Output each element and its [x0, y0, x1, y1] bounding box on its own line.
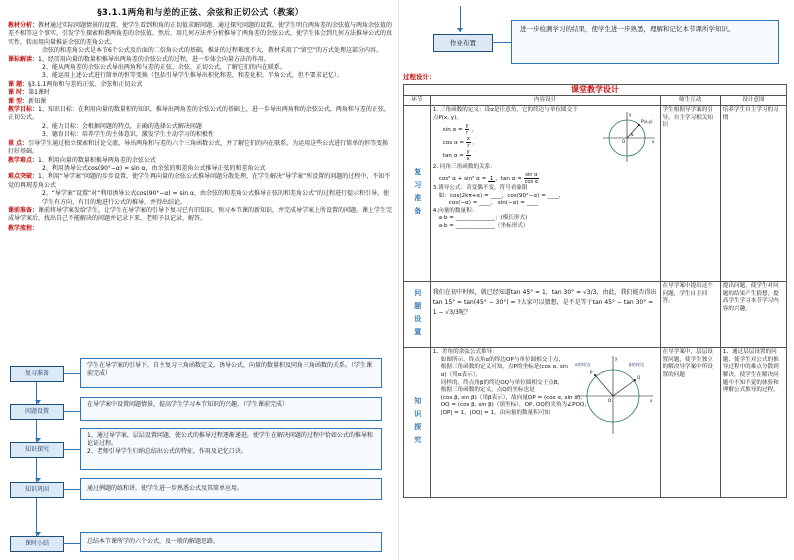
content-question: 我们在初中时候，就已经知道tan 45° = 1，tan 30° = √3/3，由此，我们能否得出tan 15° = tan(45° − 30°) = ?大家可以猜想，是不是等于tan 45° − tan 30° = 1 − √3/3呢？: [430, 282, 660, 348]
objective-3: 3、德育目标：培养学生的主体意识，激发学生主动学习的积极性: [42, 131, 214, 139]
analysis-section: [8, 22, 393, 47]
keypoints-section: [8, 173, 393, 190]
fig1-p-label: P(x,y): [640, 119, 653, 125]
hard-label: 教学难点：: [8, 156, 39, 164]
table-row: [404, 348, 787, 498]
content-explore: [430, 348, 660, 498]
flow-box-question: 在导学案中设置问题情景，提高学生学习本节知识的兴趣。（学生课前完成）: [80, 397, 382, 421]
topic-label: 课 题：: [8, 80, 29, 88]
content-review-3b: 如：cos(2kπ+α) = ____，cos(90°−α) = ____，: [438, 192, 565, 199]
hours-row: [8, 89, 393, 97]
key-text: 引导学生通过独立探索和讨论交流，导出两角和与差的六个三角函数公式，并了解它们的内在联系，为运用这些公式进行简单的恒等变换打好基础。: [8, 139, 389, 156]
flow-explore-text-2: 2、老师引导学生归纳总结出公式的特征，作用及记忆口诀。: [87, 448, 247, 456]
flow-link: [63, 543, 80, 544]
analysis-label: 教材分析：: [8, 22, 39, 29]
phase-explore: 知识探究: [404, 348, 431, 498]
content-review: [430, 106, 660, 282]
flow-step-consolidate: 知识巩固: [10, 482, 64, 498]
key-label: 重 点：: [8, 139, 29, 147]
table-row: [404, 106, 787, 282]
fig1-alpha-label: α: [630, 132, 634, 138]
fig2-x-label: x: [649, 398, 653, 404]
header-interaction: 师生互动: [660, 95, 720, 106]
fig2-beta-end-label: β的终边: [628, 362, 645, 368]
type-label: 课 型：: [8, 97, 29, 105]
content-review-3c: cos(−α) = ____， sin(−α) = ____: [448, 200, 538, 207]
lesson-design-table: [403, 84, 787, 498]
content-explore-1: 1、差角的余弦公式推导：: [432, 349, 498, 356]
goals-item-2: 2、能从两角差的余弦公式导出两角和与差的正弦、余弦、正切公式，了解它们的内在联系。: [42, 64, 286, 72]
fig1-o-label: O: [621, 139, 625, 145]
right-column: [403, 6, 787, 554]
objective-1: 1、知识目标：在利用向量的数量积的知识，推导出两角差的余弦公式的基础上，进一步导出两角和的余弦公式，两角和与差的正弦，正切公式。: [8, 106, 390, 122]
hard-section: [8, 157, 393, 165]
goals-item-1: 1、经历用向量的数量积推导出两角差的余弦公式的过程，进一步体会向量方法的作用。: [38, 55, 270, 63]
topic-text: §3.1.1两角和与差的正弦、余弦和正切公式: [28, 80, 143, 88]
interaction-question: 在导学案中提出这个问题，学生自主回答。: [660, 282, 720, 348]
arrow-down-icon: [457, 28, 463, 32]
hard-item-2: 2、利用诱导公式cos(90°−α) = sin α，由余弦的和差角公式推导正弦的和差角公式: [42, 164, 266, 172]
key-section: [8, 140, 393, 157]
prep-text: 课前将导学案发给学生，让学生在导学案的引导下复习已有旧知识，预习本节课的新知识，并完成导学案上所设置的问题。课上学生完成导学案后，找出自己不能解决的问题并记录下来，老师予以记录，解答。: [8, 206, 393, 223]
analysis-text2: 余弦的和差角公式是本节6个公式及后面的二倍角公式的基础，推证的过程难度不大，教材采用了“留空”的方式处理这部分内容。: [42, 47, 383, 55]
content-explore-1a: 如图所示，终点角α的终边OP与单位圆相交于点，根据三角函数的定义可知，点P的坐标是(cos α, sin α)（用α表示），: [440, 356, 568, 378]
phase-review: 复习准备: [404, 106, 431, 282]
prep-label: 课前准备：: [8, 206, 39, 214]
content-review-4: 4.向量的数量积：: [432, 207, 478, 214]
fig2-p-label: P: [589, 370, 593, 376]
flow-link: [492, 42, 511, 43]
hours-label: 课 时：: [8, 89, 29, 97]
flow-box-review: 学生在导学案的引导下，自主复习三角函数定义，诱导公式，向量的数量积及同角三角函数的关系。（学生课前完成）: [80, 358, 382, 388]
content-review-4b: a·b = ______________（坐标形式）: [438, 222, 529, 229]
flow-explore-text-1: 1、通过导学案，层层设置问题，使公式的推导过程逐渐递进，使学生在解决问题的过程中恰如公式的推导和论证过程。: [87, 432, 373, 448]
fig2-o-label: O: [607, 398, 611, 404]
unit-circle-figure: [601, 110, 657, 164]
header-content: 内容设计: [430, 95, 660, 106]
flow-step-question: 问题设置: [10, 404, 64, 420]
content-review-1: 1. 三角函数的定义：设α是任意角，它的终边与单位圆交于点P(x, y)，: [432, 107, 578, 121]
objective-2: 2、能力目标：会根据问题的特点，正确的选择公式解决问题: [42, 122, 202, 130]
intent-explore: 1、通过层层设置的问题，使学生对公式的推导过程中的难点分散到解决，使学生在解决问题中不知不觉的体验和理解公式推导的过程。: [720, 348, 786, 498]
flow-box-homework: 进一步检测学习的结果，使学生进一步熟悉，理解和记忆本节课所学知识。: [511, 20, 779, 64]
angle-difference-figure: [573, 352, 655, 436]
flow-step-review: 复习准备: [10, 366, 64, 382]
trig-definitions: sin α = $\frac{y}{r}$ ， cos α = $\frac{x}{r}$ ， tan α = $\frac{y}{x}$: [442, 123, 479, 163]
type-text: 新知课: [28, 97, 47, 105]
header-intent: 设计意图: [720, 95, 786, 106]
flow-box-summary: 总结本节课所学的六个公式，及一般的解题思路。: [80, 532, 382, 552]
objectives-section: [8, 106, 393, 123]
flow-link: [63, 373, 80, 374]
type-row: [8, 98, 393, 106]
lesson-title: §3.1.1两角和与差的正弦、余弦和正切公式（教案）: [97, 8, 304, 18]
objectives-label: 教学目标：: [8, 106, 39, 114]
table-header-row: [404, 95, 787, 106]
fig2-q-label: Q: [636, 375, 640, 381]
goals-label: 课标解读：: [8, 55, 39, 63]
process-label: 教学流程：: [8, 224, 39, 232]
phase-question: 问题设置: [404, 282, 431, 348]
flow-box-explore: [80, 428, 382, 470]
content-explore-1b: 同样的，终点角β的终边OQ与单位圆相交于点B，根据三角函数的定义，点Q的坐标也是: [440, 379, 564, 394]
fig1-x-label: x: [651, 139, 655, 145]
intent-review: 培养学生自主学习的习惯: [720, 106, 786, 282]
hours-text: 第1课时: [28, 89, 50, 97]
goals-item-3: 3、能运用上述公式进行简单的恒等变换（包括引导学生推导出积化和差，和差化积、半角公式，但不要求记忆）。: [42, 72, 343, 80]
interaction-review: 学生根据导学案的引导，自主学习相关知识: [660, 106, 720, 282]
table-row: [404, 282, 787, 348]
interaction-explore: 在导学案中，层层设置问题，使学生独立的解决导学案中所设置的问题: [660, 348, 720, 498]
fig1-y-label: y: [628, 112, 632, 118]
column-divider: [398, 0, 399, 560]
header-phase: 环节: [404, 95, 431, 106]
hard-item-1: 1、利用向量的数量积推导两角差的余弦公式: [38, 156, 156, 164]
goals-section: [8, 56, 393, 64]
table-caption: 课堂教学设计: [404, 85, 787, 96]
process-design-label: 过程设计：: [403, 73, 436, 81]
content-review-2: 2. 同角三角函数的关系：: [432, 164, 496, 171]
flow-link: [63, 411, 80, 412]
fig2-alpha-end-label: α的终边: [574, 362, 591, 368]
analysis-text: 教材通过实际问题情景的设置，使学生看到和角的正切值求解问题，通过探究问题的设置，使学生明白两角差的余弦值与两角余弦值的差不相等这个事实，引发学生探索和谐两角差的余弦值。然后，用几何方法并分析推导了两角差的余弦公式，使学生体会到几何方法推导公式的真实性，转而用向量推证余弦的差角公式。: [8, 22, 393, 46]
content-explore-1d: OQ = (cos β, sin β)（填坐标），OP, OQ的夹角为∠POQ，: [440, 402, 590, 409]
topic-row: [8, 81, 393, 89]
content-explore-1c: (cos β, sin β)（用β表示），故向量OP = (cos α, sin α)，: [440, 394, 586, 401]
prep-section: [8, 207, 393, 224]
keypoints-item-2: 2、“导学案”设置“对“利用诱导公式cos(90°−α) = sin α，由余弦的和差角公式推导正弦的和差角公式”的过程进行提示和引导，使学生有方向、有目的地进行公式的推导，并得出结论。: [42, 190, 390, 206]
content-review-4a: a·b = ______________；(模长形式): [438, 215, 528, 222]
keypoints-item-1: 1、利用“导学案”问题的步步设置，使学生再向量的余弦公式推导问题分散处理，在学生解决“导学案”所设置的问题的过程中，不知不觉的再现差角公式: [8, 173, 391, 189]
flow-link: [63, 449, 80, 450]
keypoints-label: 难点突破：: [8, 173, 39, 181]
process-row: [8, 225, 393, 233]
identity-formulas: cos² α + sin² α = 1 ，tan α = $\frac{\text{sin α}}{\text{cos α}}$: [438, 171, 538, 185]
content-review-3: 3.诱导公式：奇变偶不变，符号看象限: [432, 184, 528, 191]
flow-box-consolidate: 通过例题的练和讲，使学生进一步熟悉公式及其简单应用。: [80, 478, 382, 500]
left-column: [8, 6, 393, 554]
flow-step-summary: 课时小结: [10, 536, 64, 552]
flow-link: [63, 489, 80, 490]
flow-step-homework: 作业布置: [433, 34, 493, 52]
content-explore-1e: |OP| = 1，|OQ| = 1，由向量的数量积可知: [440, 409, 551, 416]
flow-step-explore: 知识探究: [10, 442, 64, 458]
teaching-flowchart: [8, 356, 393, 554]
fig2-y-label: y: [614, 356, 618, 362]
intent-question: 提出问题，使学生对问题的结果产生猜想，提高学生学习本节学习内容的兴趣。: [720, 282, 786, 348]
